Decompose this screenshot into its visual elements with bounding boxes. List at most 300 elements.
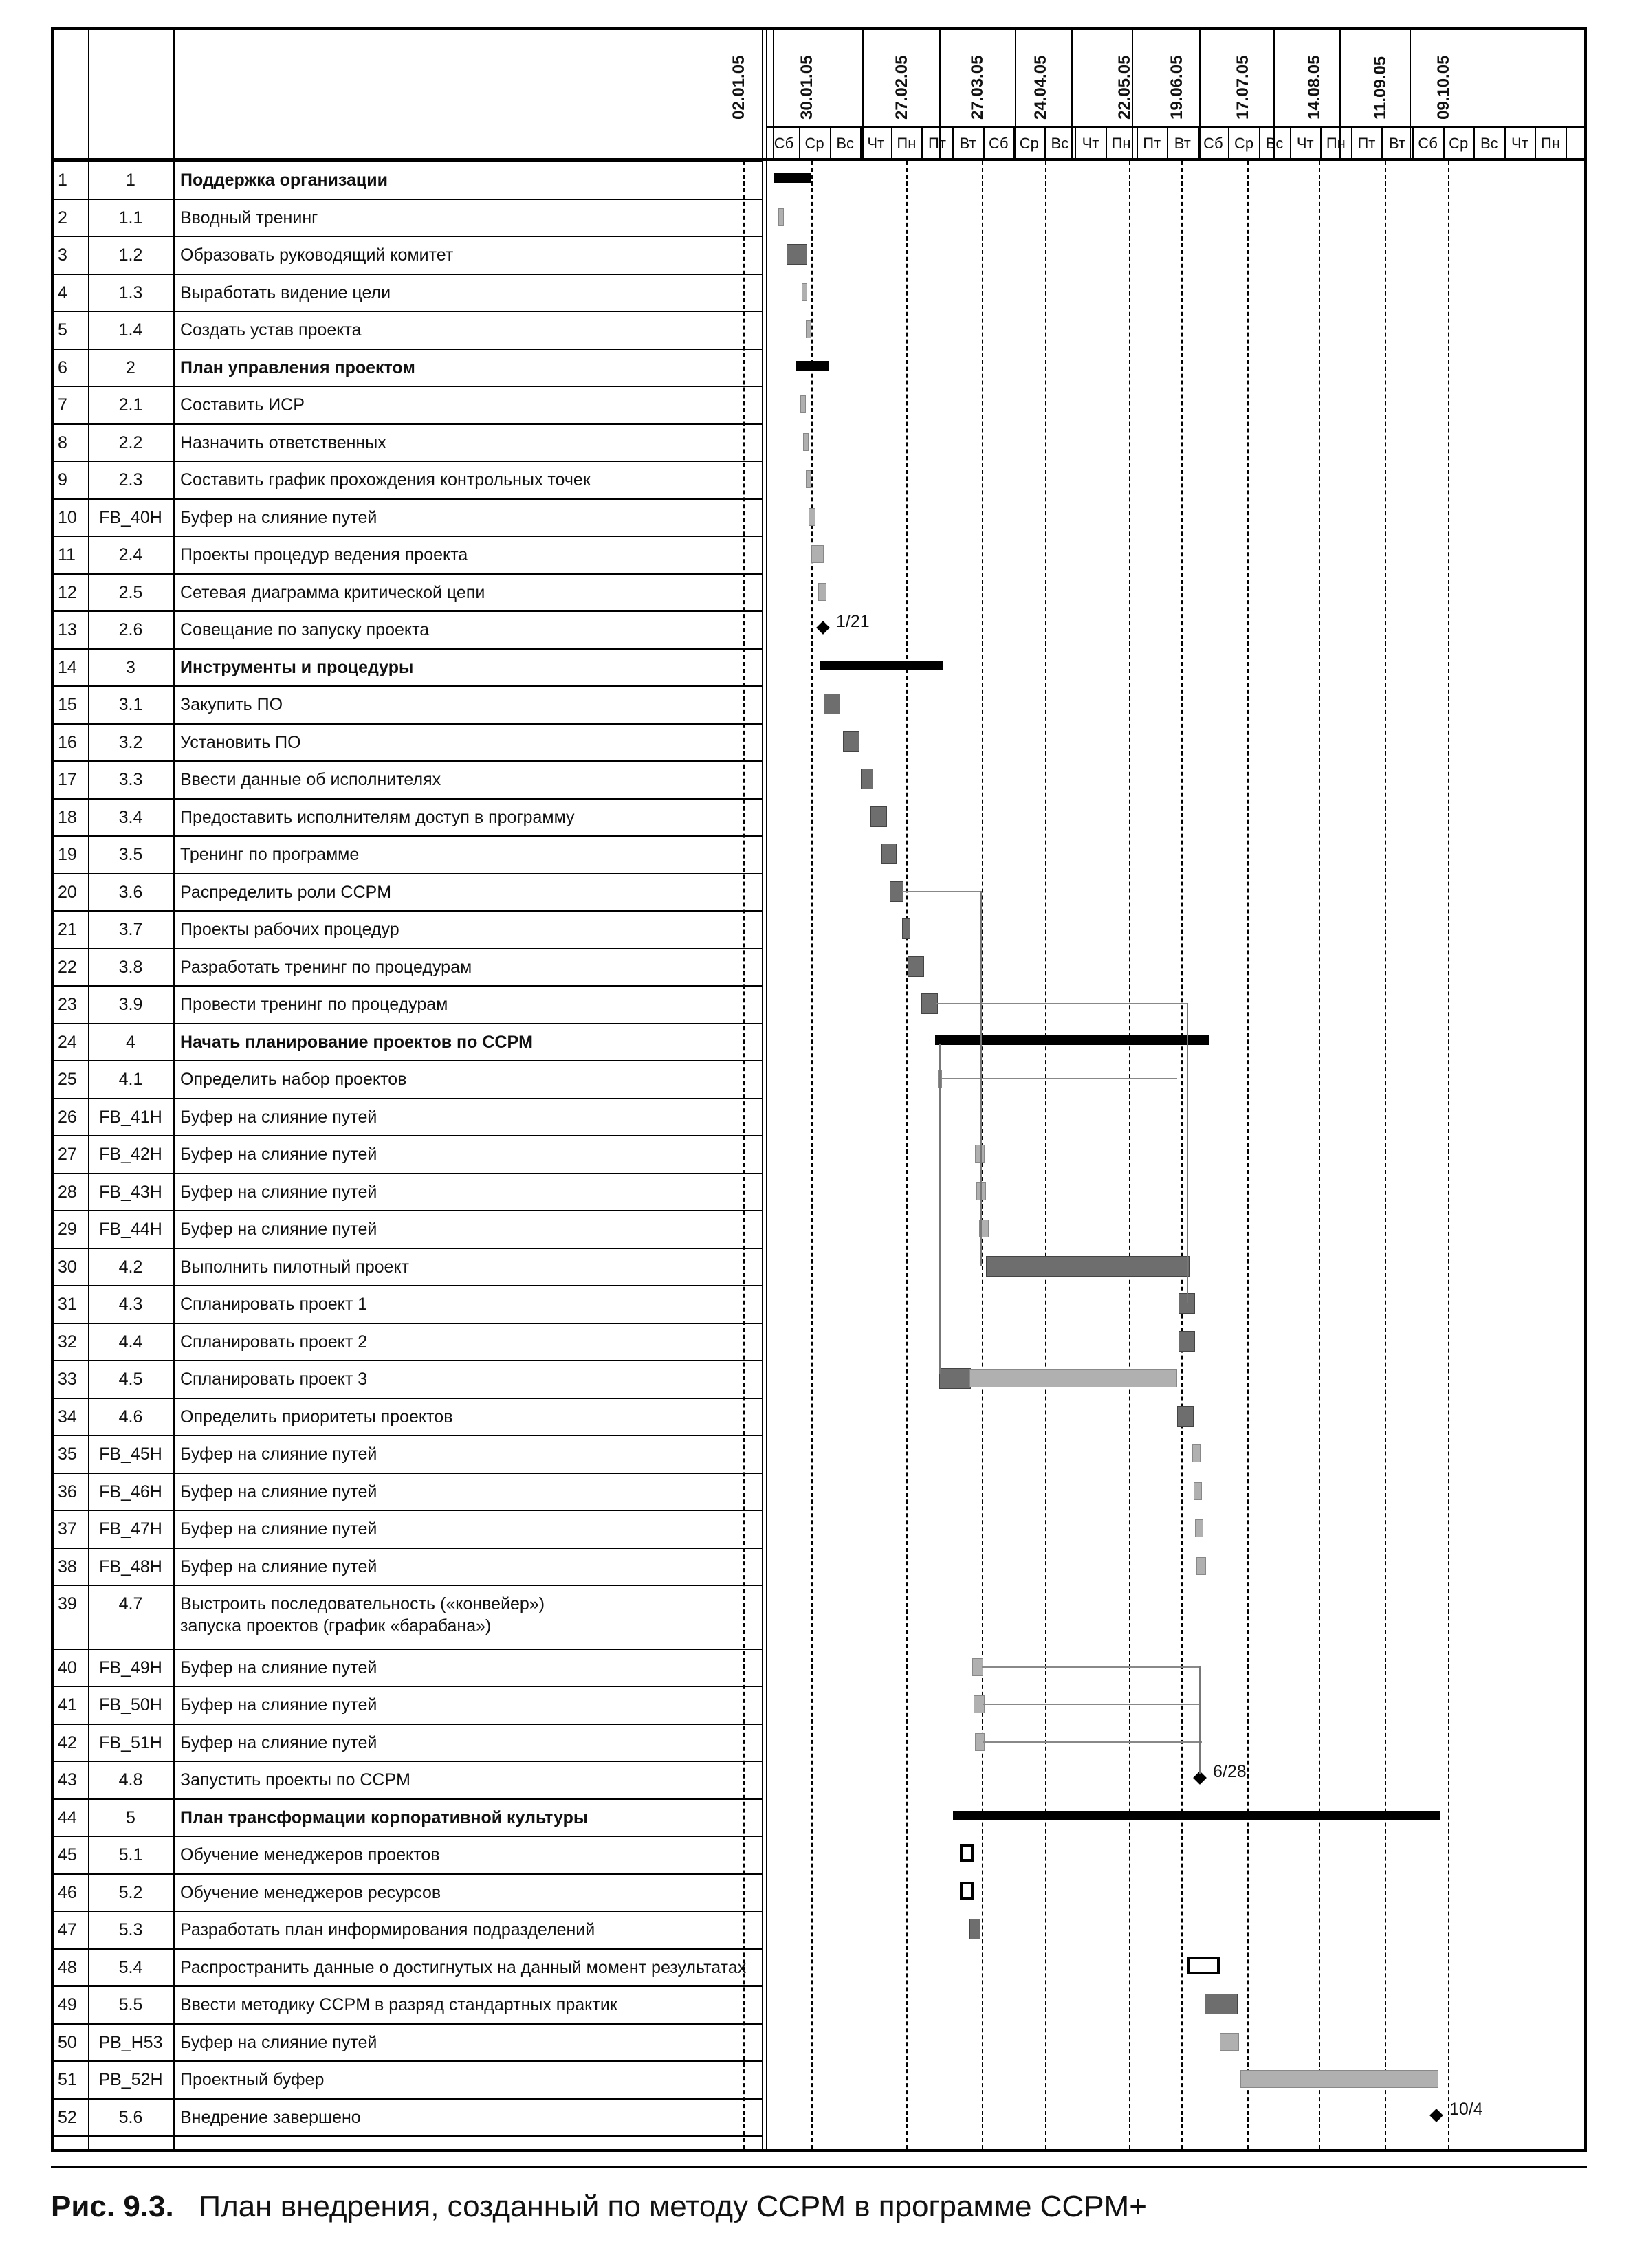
day-label: Вс [836,135,855,152]
gantt-bar-task [969,1919,980,1939]
gantt-bar-task [870,806,887,827]
gantt-bar-task [861,769,873,789]
day-label: Чт [1296,135,1314,152]
caption-label: Рис. 9.3. [51,2190,174,2223]
timeline-column-divider [1410,30,1411,161]
row-divider [54,573,762,575]
gantt-bar-buffer [1220,2033,1239,2051]
task-name: Буфер на слияние путей [180,1182,377,1202]
figure-caption [51,2190,1147,2224]
day-label: Чт [1511,135,1528,152]
task-name-line2: запуска проектов (график «барабана») [180,1616,492,1636]
wbs-code: 2.1 [118,395,143,415]
row-divider [54,236,762,237]
dependency-link [941,1078,1177,1079]
row-divider [54,873,762,874]
row-divider [54,1724,762,1725]
wbs-code: 5.2 [118,1882,143,1902]
row-number: 12 [58,582,77,602]
date-gridline [1247,161,1249,2149]
task-name: Обучение менеджеров проектов [180,1845,440,1865]
gantt-bar-summary [820,661,943,670]
day-label: Вс [1051,135,1069,152]
day-label: Вт [1388,135,1406,152]
wbs-code: 2.4 [118,545,143,564]
wbs-code: 1.1 [118,208,143,228]
wbs-code: 3.2 [118,732,143,752]
wbs-code: 4.1 [118,1070,143,1089]
row-divider [54,1911,762,1912]
dependency-link [983,1741,1202,1743]
day-label: Пн [897,135,917,152]
wbs-code: 3.7 [118,920,143,939]
wbs-code: 2.5 [118,582,143,602]
row-divider [54,1435,762,1436]
task-name: Образовать руководящий комитет [180,245,454,265]
row-divider [54,1836,762,1837]
row-divider [54,1686,762,1687]
row-divider [54,1548,762,1549]
gantt-bar-buffer [803,433,809,451]
row-divider [54,1985,762,1987]
date-gridline [1448,161,1449,2149]
task-name: Вводный тренинг [180,208,318,228]
row-number: 21 [58,920,77,939]
row-number: 45 [58,1845,77,1865]
row-divider [54,610,762,612]
dependency-link [983,1704,1201,1705]
row-number: 33 [58,1369,77,1389]
row-divider [54,1060,762,1061]
wbs-code: 4.5 [118,1369,143,1389]
day-label: Вс [1480,135,1498,152]
row-number: 5 [58,320,67,340]
task-name: Тренинг по программе [180,845,360,864]
timeline-column-divider [1015,30,1016,161]
row-number: 29 [58,1220,77,1239]
day-label: Пн [1326,135,1346,152]
wbs-code: 3.4 [118,807,143,827]
date-gridline [811,161,813,2149]
task-name: Установить ПО [180,732,301,752]
row-divider [54,536,762,537]
task-name: Составить график прохождения контрольных точек [180,470,591,489]
row-divider [54,1585,762,1586]
task-name: Внедрение завершено [180,2107,361,2127]
row-divider [54,1873,762,1875]
date-gridline [1319,161,1320,2149]
row-divider [54,311,762,312]
wbs-code: 5.5 [118,1995,143,2015]
row-divider [54,2023,762,2025]
row-divider [54,1210,762,1211]
task-name: Разработать план информирования подразделений [180,1920,595,1940]
task-name: Ввести методику CCPM в разряд стандартных практик [180,1995,617,2015]
wbs-code: 3.3 [118,770,143,789]
date-label: 09.10.05 [1434,55,1453,120]
task-name: Буфер на слияние путей [180,2032,377,2052]
day-label: Пн [1541,135,1560,152]
task-name: Разработать тренинг по процедурам [180,957,472,977]
row-divider [54,1360,762,1361]
task-name: Буфер на слияние путей [180,1519,377,1539]
task-name: Выполнить пилотный проект [180,1257,410,1277]
row-number: 38 [58,1556,77,1576]
row-number: 20 [58,882,77,902]
row-number: 24 [58,1032,77,1052]
row-divider [54,1510,762,1511]
column-divider [762,30,763,2149]
gantt-bar-task [890,881,903,902]
row-number: 23 [58,995,77,1014]
date-gridline [1385,161,1386,2149]
row-number: 18 [58,807,77,827]
task-name: Буфер на слияние путей [180,1444,377,1464]
wbs-code: FB_40H [99,507,162,527]
wbs-code: 3.9 [118,995,143,1014]
row-divider [54,461,762,462]
row-number: 16 [58,732,77,752]
wbs-code: 4.4 [118,1332,143,1352]
wbs-code: FB_45H [99,1444,162,1464]
gantt-bar-task [824,694,840,714]
task-name: Провести тренинг по процедурам [180,995,448,1014]
row-number: 51 [58,2070,77,2090]
row-number: 8 [58,432,67,452]
gantt-bar-task [843,731,859,752]
row-divider [54,1761,762,1762]
row-divider [54,1248,762,1249]
timeline-column-divider [1273,30,1275,161]
row-number: 2 [58,208,67,228]
task-name: Назначить ответственных [180,432,386,452]
row-number: 1 [58,170,67,190]
row-divider [54,498,762,500]
row-number: 15 [58,695,77,714]
date-gridline [1045,161,1046,2149]
wbs-code: FB_46H [99,1482,162,1501]
gantt-bar-summary [774,173,811,183]
row-divider [54,199,762,200]
day-label: Пт [1357,135,1376,152]
row-number: 27 [58,1145,77,1164]
row-number: 37 [58,1519,77,1539]
row-number: 50 [58,2032,77,2052]
task-name: Проектный буфер [180,2070,325,2090]
wbs-code: 5 [126,1807,135,1827]
gantt-bar-task [939,1368,971,1389]
day-label: Пт [928,135,946,152]
caption-text: План внедрения, созданный по методу CCPM в программе CCPM+ [199,2190,1147,2223]
date-gridline [1181,161,1183,2149]
wbs-code: 2.2 [118,432,143,452]
day-label: Вт [1174,135,1191,152]
row-number: 22 [58,957,77,977]
wbs-code: FB_47H [99,1519,162,1539]
dependency-link [939,1044,941,1374]
task-name: Поддержка организации [180,170,388,190]
row-number: 17 [58,770,77,789]
row-number: 41 [58,1695,77,1715]
task-name: Буфер на слияние путей [180,1107,377,1127]
wbs-code: FB_44H [99,1220,162,1239]
wbs-code: 3.6 [118,882,143,902]
gantt-bar-buffer [1240,2070,1438,2088]
row-divider [54,985,762,987]
wbs-code: 1.3 [118,283,143,302]
date-label: 24.04.05 [1031,55,1050,120]
row-divider [54,1135,762,1136]
gantt-bar-outline [1187,1957,1220,1974]
wbs-code: 5.4 [118,1957,143,1977]
date-gridline [743,161,745,2149]
row-number: 48 [58,1957,77,1977]
row-number: 40 [58,1658,77,1677]
task-name: Обучение менеджеров ресурсов [180,1882,441,1902]
task-name: Проекты рабочих процедур [180,920,399,939]
date-label: 30.01.05 [798,55,816,120]
timeline-column-divider [1071,30,1073,161]
day-label: Вс [1265,135,1284,152]
row-number: 14 [58,657,77,677]
day-label: Ср [1449,135,1469,152]
row-number: 6 [58,357,67,377]
milestone-date: 10/4 [1449,2099,1483,2119]
day-label: Ср [1234,135,1254,152]
row-divider [54,423,762,425]
task-name: Буфер на слияние путей [180,1556,377,1576]
row-number: 43 [58,1770,77,1790]
row-divider [54,2135,762,2137]
task-name: План управления проектом [180,357,415,377]
gantt-bar-summary [796,361,829,371]
wbs-code: 2 [126,357,135,377]
row-divider [54,386,762,387]
gantt-bar-summary [935,1035,1209,1045]
row-number: 52 [58,2107,77,2127]
day-label: Чт [1082,135,1099,152]
row-number: 49 [58,1995,77,2015]
task-name: Распределить роли CCPM [180,882,392,902]
date-label: 11.09.05 [1371,56,1390,120]
caption-rule [51,2166,1587,2168]
task-name: Выстроить последовательность («конвейер») [180,1594,545,1614]
wbs-code: FB_51H [99,1732,162,1752]
task-name: Закупить ПО [180,695,283,714]
gantt-bar-task [881,844,897,864]
date-label: 22.05.05 [1115,55,1134,120]
gantt-bar-outline [960,1882,974,1900]
row-number: 11 [58,545,76,564]
wbs-code: 1.2 [118,245,143,265]
milestone-date: 6/28 [1213,1762,1247,1782]
gantt-bar-buffer [969,1369,1177,1387]
row-divider [54,798,762,800]
row-number: 9 [58,470,67,489]
task-name: Спланировать проект 1 [180,1295,368,1314]
task-name: Определить набор проектов [180,1070,407,1089]
gantt-bar-task [1177,1406,1194,1427]
wbs-code: 3 [126,657,135,677]
row-number: 28 [58,1182,77,1202]
row-divider [54,835,762,837]
day-label: Чт [867,135,885,152]
row-number: 39 [58,1594,77,1614]
task-name: Буфер на слияние путей [180,1220,377,1239]
task-name: Проекты процедур ведения проекта [180,545,468,564]
task-name: Начать планирование проектов по CCPM [180,1032,533,1052]
task-name: План трансформации корпоративной культуры [180,1807,589,1827]
row-divider [54,1398,762,1399]
milestone-diamond [816,621,830,635]
task-name: Инструменты и процедуры [180,657,414,677]
timeline-column-divider [939,30,941,161]
date-gridline [1129,161,1130,2149]
task-name: Составить ИСР [180,395,305,415]
row-number: 35 [58,1444,77,1464]
task-name: Определить приоритеты проектов [180,1407,453,1427]
date-gridline [906,161,908,2149]
wbs-code: 5.6 [118,2107,143,2127]
row-number: 32 [58,1332,77,1352]
day-divider [1566,126,1567,161]
row-number: 30 [58,1257,77,1277]
wbs-code: FB_42H [99,1145,162,1164]
row-number: 34 [58,1407,77,1427]
gantt-bar-summary [953,1811,1440,1820]
row-divider [54,1098,762,1099]
row-divider [54,1173,762,1174]
row-divider [54,1948,762,1950]
task-name: Буфер на слияние путей [180,1145,377,1164]
task-name: Запустить проекты по CCPM [180,1770,410,1790]
task-name: Буфер на слияние путей [180,1732,377,1752]
gantt-bar-buffer [802,283,807,301]
row-divider [54,948,762,949]
row-number: 10 [58,507,77,527]
task-name: Сетевая диаграмма критической цепи [180,582,485,602]
task-name: Создать устав проекта [180,320,362,340]
row-divider [54,2060,762,2062]
row-divider [54,1285,762,1286]
dependency-link [902,891,980,892]
wbs-code: 4.6 [118,1407,143,1427]
gantt-bar-buffer [811,545,824,563]
wbs-code: 5.3 [118,1920,143,1940]
date-label: 17.07.05 [1234,55,1252,120]
row-divider [54,349,762,350]
row-number: 42 [58,1732,77,1752]
wbs-code: FB_50H [99,1695,162,1715]
wbs-code: 4.3 [118,1295,143,1314]
row-divider [54,723,762,725]
wbs-code: 1 [126,170,135,190]
row-divider [54,685,762,687]
row-divider [54,274,762,275]
gantt-bar-buffer [1196,1557,1206,1575]
row-divider [54,910,762,912]
column-divider [766,30,767,2149]
row-number: 4 [58,283,67,302]
milestone-diamond [1429,2109,1443,2122]
row-divider [54,1023,762,1024]
gantt-bar-buffer [806,470,811,488]
wbs-code: 4.8 [118,1770,143,1790]
timeline-column-divider [862,30,864,161]
wbs-code: 5.1 [118,1845,143,1865]
row-divider [54,1323,762,1324]
gantt-bar-buffer [1195,1519,1203,1537]
wbs-code: 4.7 [118,1594,143,1614]
timeline-column-divider [1132,30,1133,161]
gantt-chart [51,27,1587,2152]
date-label: 14.08.05 [1305,55,1324,120]
row-number: 3 [58,245,67,265]
task-name: Выработать видение цели [180,283,391,302]
dependency-link [1199,1666,1201,1775]
day-label: Сб [988,135,1009,152]
wbs-code: PB_H53 [98,2032,163,2052]
gantt-bar-buffer [800,395,806,413]
wbs-code: PB_52H [98,2070,163,2090]
day-label: Сб [1203,135,1223,152]
task-name: Буфер на слияние путей [180,507,377,527]
row-divider [54,760,762,762]
gantt-bar-outline [960,1844,974,1862]
wbs-code: FB_43H [99,1182,162,1202]
gantt-bar-task [787,244,807,265]
row-divider [54,648,762,650]
wbs-code: 3.1 [118,695,143,714]
gantt-bar-buffer [809,508,815,526]
row-number: 36 [58,1482,77,1501]
row-divider [54,1473,762,1474]
timeline-column-divider [773,30,774,161]
gantt-bar-task [921,993,938,1014]
wbs-code: 1.4 [118,320,143,340]
wbs-code: FB_41H [99,1107,162,1127]
day-label: Сб [1418,135,1438,152]
wbs-code: 2.3 [118,470,143,489]
wbs-code: 4.2 [118,1257,143,1277]
gantt-bar-buffer [975,1145,985,1163]
gantt-bar-task [986,1256,1190,1277]
task-name: Ввести данные об исполнителях [180,770,441,789]
gantt-bar-buffer [1192,1444,1201,1462]
row-number: 19 [58,845,77,864]
milestone-date: 1/21 [836,612,870,631]
gantt-bar-buffer [1194,1482,1202,1500]
day-label: Пт [1143,135,1161,152]
task-name: Буфер на слияние путей [180,1658,377,1677]
row-number: 44 [58,1807,77,1827]
gantt-bar-task [1205,1994,1238,2014]
row-number: 13 [58,620,77,639]
wbs-code: 4 [126,1032,135,1052]
row-number: 46 [58,1882,77,1902]
dependency-link [980,891,982,1266]
header-divider [54,161,762,162]
row-divider [54,1649,762,1650]
gantt-bar-task [1179,1331,1195,1352]
wbs-code: 3.8 [118,957,143,977]
gantt-bar-buffer [818,583,826,601]
wbs-code: 2.6 [118,620,143,639]
timeline-column-divider [1339,30,1341,161]
dependency-link [936,1003,1187,1004]
task-name: Распространить данные о достигнутых на данный момент результатах [180,1957,747,1977]
gantt-bar-task [908,956,924,977]
